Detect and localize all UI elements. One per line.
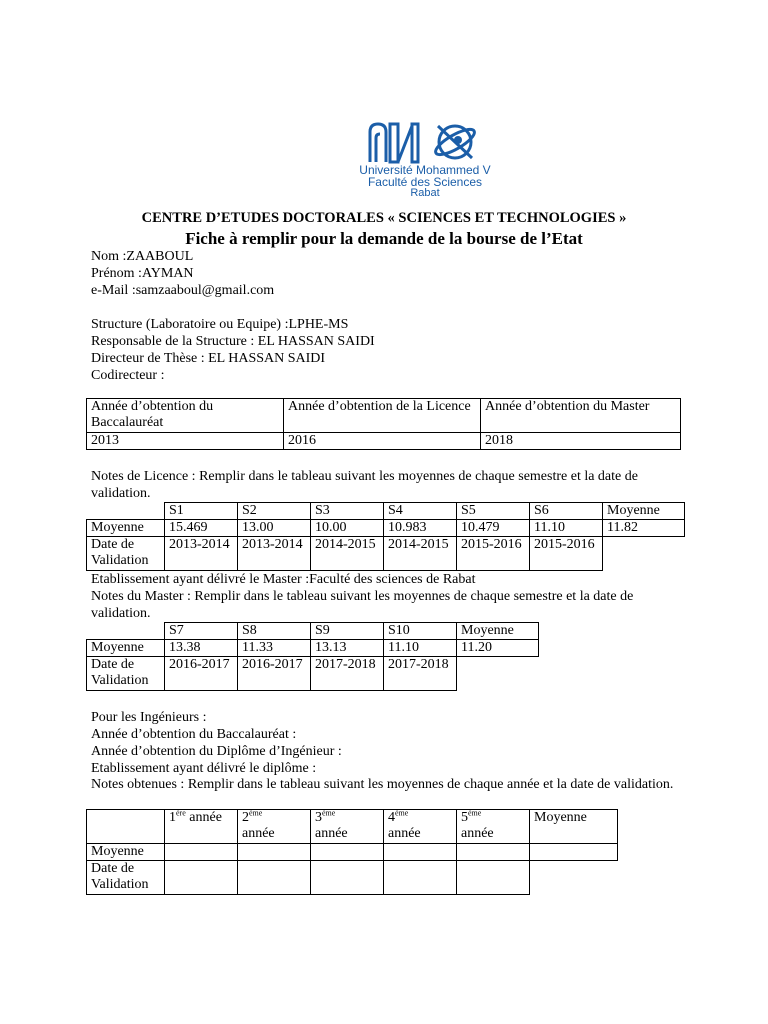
header-moyenne: Moyenne [603,503,685,520]
header-s4: S4 [384,503,457,520]
ingenieurs-intro: Notes obtenues : Remplir dans le tableau suivant les moyennes de chaque année et la date de validation. [91,777,674,792]
ingenieurs-table [86,809,618,895]
moyenne-s2: 13.00 [238,520,311,537]
codirecteur-line: Codirecteur : [91,368,165,383]
years-table [86,398,681,450]
moyenne-annee-5 [457,844,530,861]
empty-cell [530,861,618,895]
date-s1: 2013-2014 [165,537,238,571]
date-s8: 2016-2017 [238,657,311,691]
date-s4: 2014-2015 [384,537,457,571]
moyenne-s10: 11.10 [384,640,457,657]
moyenne-s6: 11.10 [530,520,603,537]
date-annee-5 [457,861,530,895]
moyenne-annee-3 [311,844,384,861]
corner-cell [87,503,165,520]
value-bac: 2013 [87,433,284,450]
moyenne-s3: 10.00 [311,520,384,537]
row-label-date: Date de Validation [87,537,165,571]
directeur-line: Directeur de Thèse : EL HASSAN SAIDI [91,351,326,366]
master-etablissement: Etablissement ayant délivré le Master :Faculté des sciences de Rabat [91,572,476,587]
logo-text-line1: Université Mohammed V [359,163,491,177]
row-label-moyenne: Moyenne [87,520,165,537]
moyenne-total [530,844,618,861]
header-annee-2: 2ème année [238,810,311,844]
row-label-moyenne: Moyenne [87,640,165,657]
licence-table [86,502,685,571]
moyenne-annee-2 [238,844,311,861]
prenom-line: Prénom :AYMAN [91,266,194,281]
corner-cell [87,623,165,640]
header-moyenne: Moyenne [530,810,618,844]
responsable-line: Responsable de la Structure : EL HASSAN SAIDI [91,334,375,349]
moyenne-total: 11.82 [603,520,685,537]
date-s7: 2016-2017 [165,657,238,691]
moyenne-s1: 15.469 [165,520,238,537]
header-s8: S8 [238,623,311,640]
date-annee-3 [311,861,384,895]
corner-cell [87,810,165,844]
logo-text-line2: Faculté des Sciences [367,175,483,189]
header-s2: S2 [238,503,311,520]
header-s3: S3 [311,503,384,520]
moyenne-s7: 13.38 [165,640,238,657]
date-s6: 2015-2016 [530,537,603,571]
moyenne-s5: 10.479 [457,520,530,537]
moyenne-annee-1 [165,844,238,861]
logo-text-line3: Rabat [410,187,440,199]
row-label-moyenne: Moyenne [87,844,165,861]
doctoral-center-heading: CENTRE D’ETUDES DOCTORALES « SCIENCES ET TECHNOLOGIES » [141,210,627,226]
empty-cell [457,657,539,691]
form-title: Fiche à remplir pour la demande de la bourse de l’Etat [185,229,583,248]
header-s7: S7 [165,623,238,640]
ingenieurs-diplome: Année d’obtention du Diplôme d’Ingénieur : [91,744,342,759]
header-s5: S5 [457,503,530,520]
header-s10: S10 [384,623,457,640]
header-s6: S6 [530,503,603,520]
moyenne-s9: 13.13 [311,640,384,657]
header-annee-3: 3ème année [311,810,384,844]
date-annee-1 [165,861,238,895]
row-label-date: Date de Validation [87,657,165,691]
date-s10: 2017-2018 [384,657,457,691]
header-s9: S9 [311,623,384,640]
moyenne-s8: 11.33 [238,640,311,657]
nom-line: Nom :ZAABOUL [91,249,194,264]
header-moyenne: Moyenne [457,623,539,640]
ingenieurs-bac: Année d’obtention du Baccalauréat : [91,727,297,742]
header-annee-1: 1ère année [165,810,238,844]
value-licence: 2016 [284,433,481,450]
date-s2: 2013-2014 [238,537,311,571]
header-annee-5: 5ème année [457,810,530,844]
university-logo [330,118,520,198]
ingenieurs-etablissement: Etablissement ayant délivré le diplôme : [91,761,317,776]
date-s9: 2017-2018 [311,657,384,691]
date-annee-2 [238,861,311,895]
header-s1: S1 [165,503,238,520]
row-label-date: Date de Validation [87,861,165,895]
header-licence: Année d’obtention de la Licence [284,399,481,433]
date-s3: 2014-2015 [311,537,384,571]
moyenne-total: 11.20 [457,640,539,657]
header-master: Année d’obtention du Master [481,399,681,433]
header-annee-4: 4ème année [384,810,457,844]
empty-cell [603,537,685,571]
structure-line: Structure (Laboratoire ou Equipe) :LPHE-MS [91,317,349,332]
moyenne-annee-4 [384,844,457,861]
email-line: e-Mail :samzaaboul@gmail.com [91,283,275,298]
master-table [86,622,539,691]
ingenieurs-title: Pour les Ingénieurs : [91,710,207,725]
licence-intro: Notes de Licence : Remplir dans le tableau suivant les moyennes de chaque semestre et la date de validation. [91,469,638,501]
value-master: 2018 [481,433,681,450]
header-bac: Année d’obtention du Baccalauréat [87,399,284,433]
master-intro: Notes du Master : Remplir dans le tableau suivant les moyennes de chaque semestre et la date de validation. [91,589,634,621]
date-s5: 2015-2016 [457,537,530,571]
date-annee-4 [384,861,457,895]
moyenne-s4: 10.983 [384,520,457,537]
